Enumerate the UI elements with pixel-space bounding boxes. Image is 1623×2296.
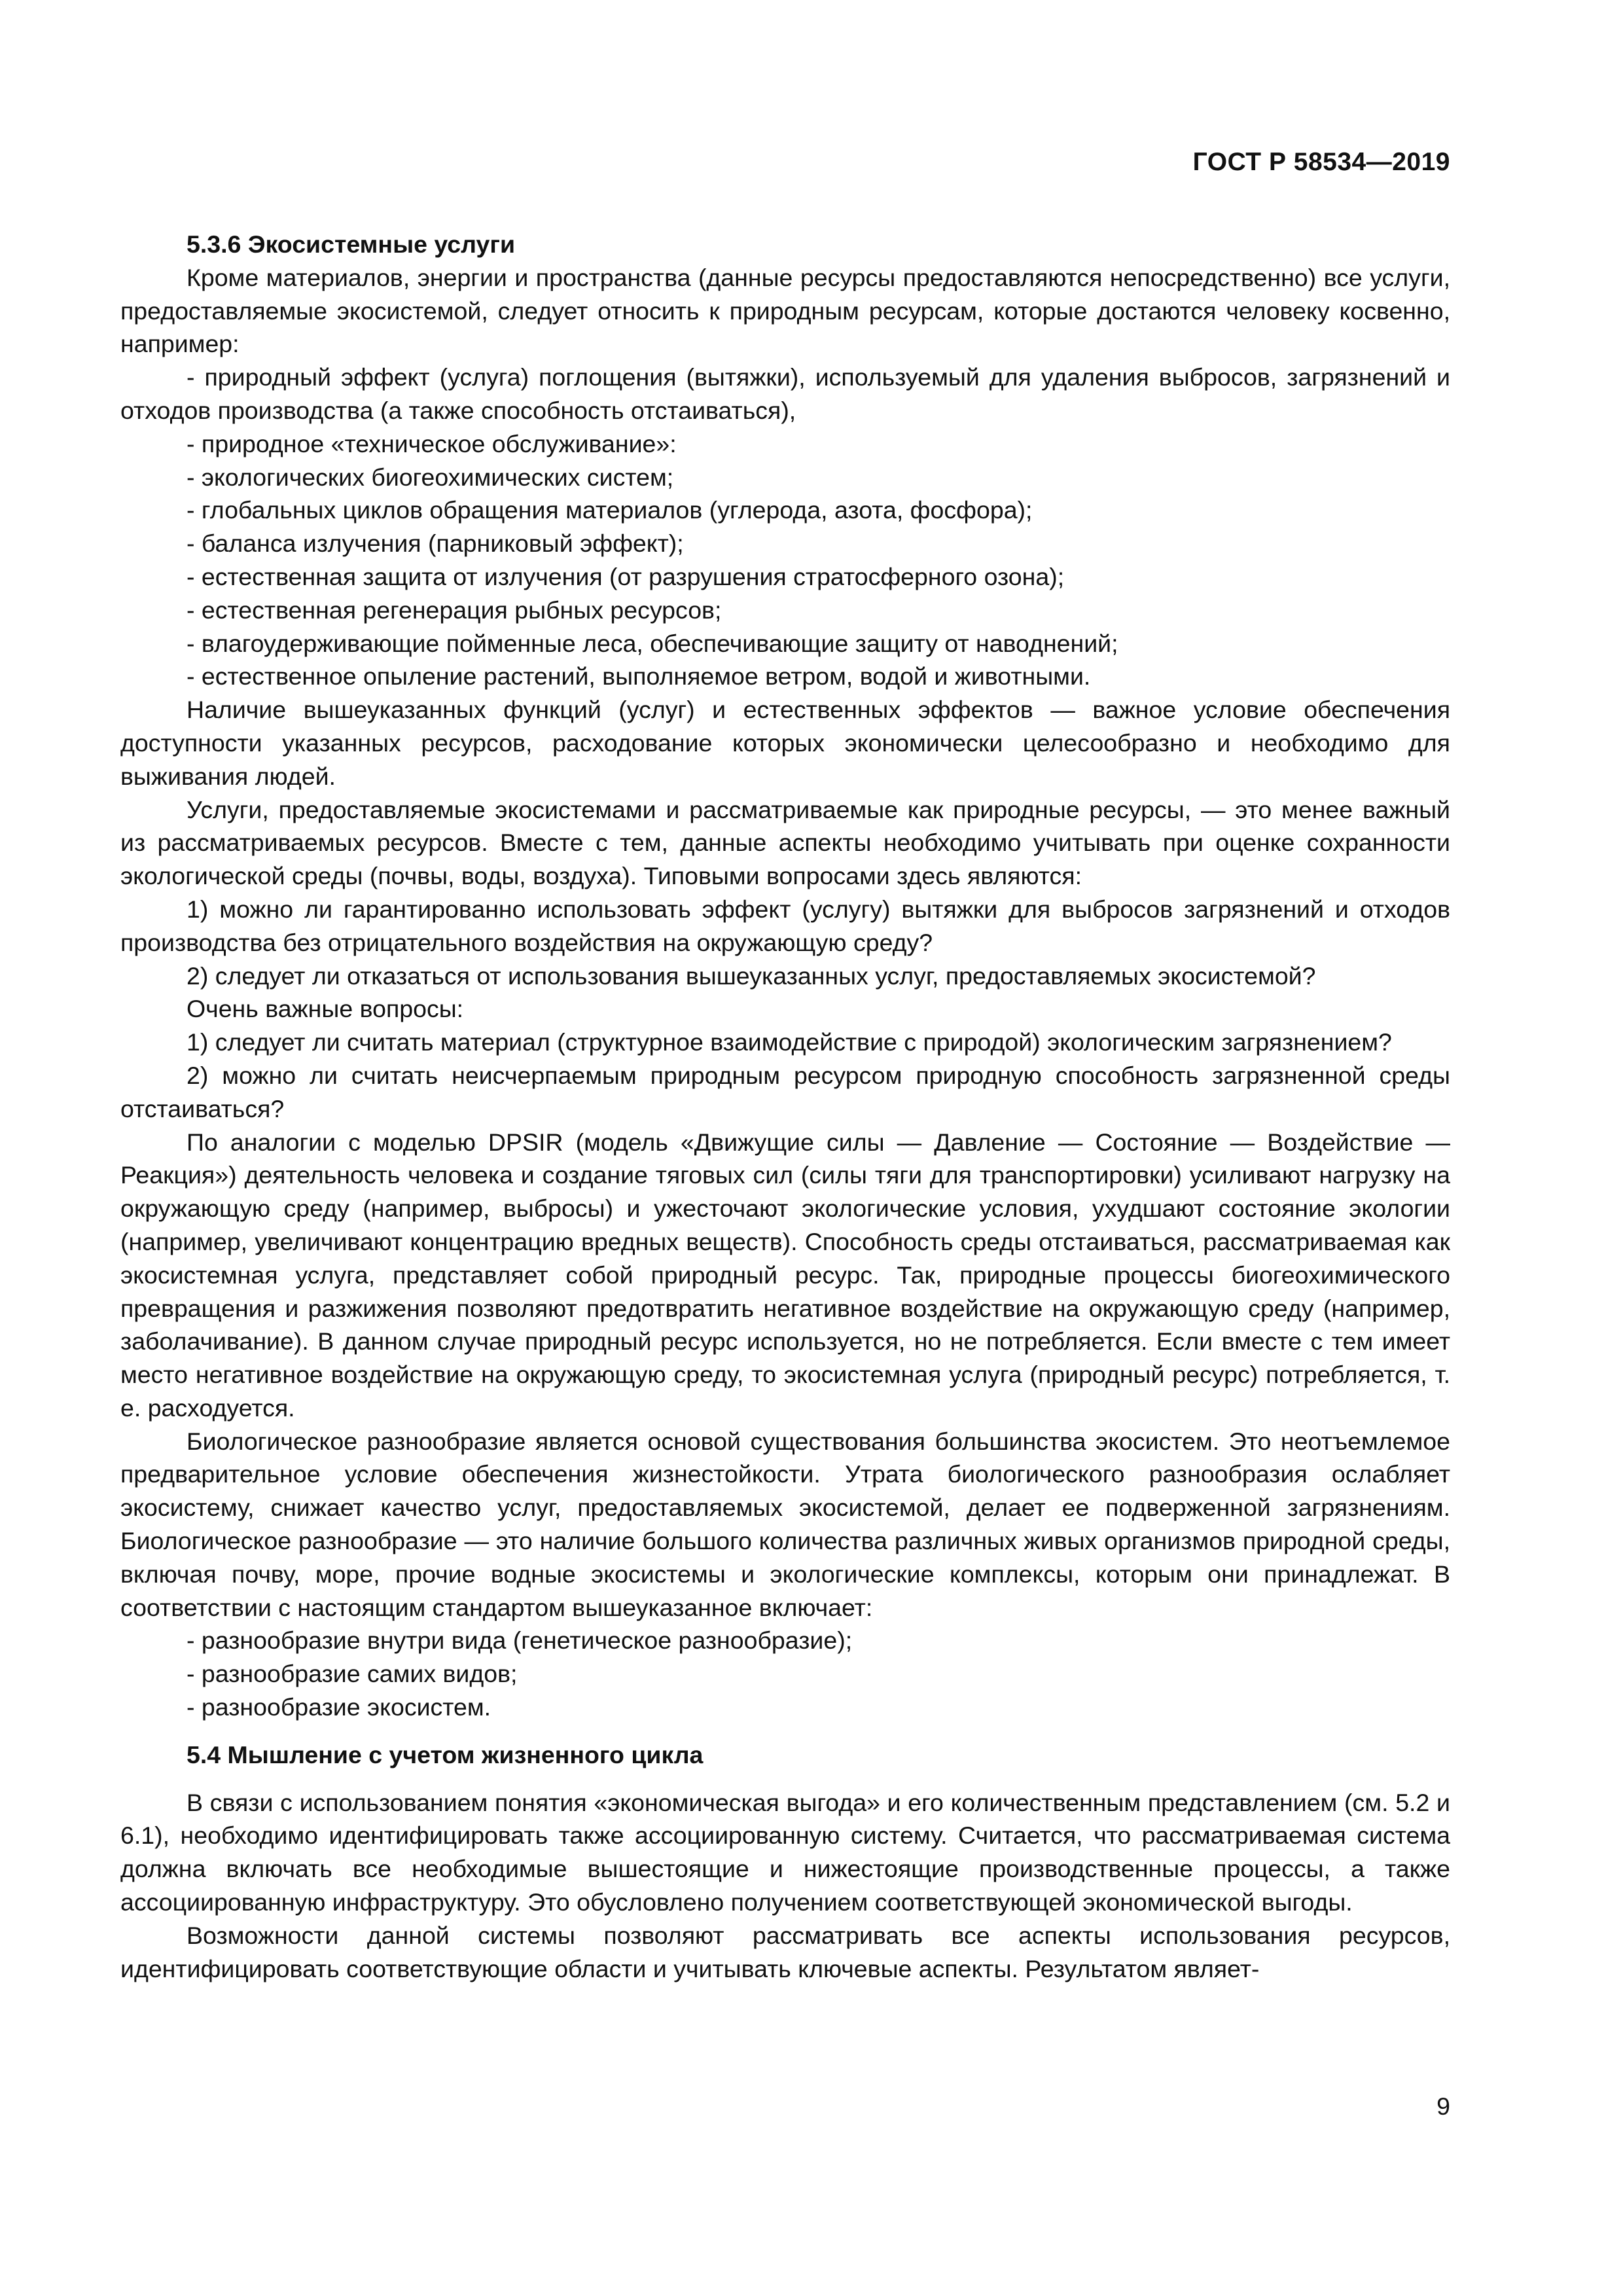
important-question-1: 1) следует ли считать материал (структурное взаимодействие с природой) экологическим загрязнением?: [187, 1028, 1392, 1056]
section-heading-5-4: 5.4 Мышление с учетом жизненного цикла: [187, 1740, 704, 1768]
paragraph-lifecycle-2: Возможности данной системы позволяют рассматривать все аспекты использования ресурсов, идентифицировать соответствующие области и учитывать ключевые аспекты. Результатом являет-: [120, 1921, 1450, 1982]
list-item: - влагоудерживающие пойменные леса, обеспечивающие защиту от наводнений;: [120, 627, 1450, 660]
section-heading-5-3-6: 5.3.6 Экосистемные услуги: [187, 230, 516, 258]
question-1: 1) можно ли гарантированно использовать эффект (услугу) вытяжки для выбросов загрязнений и отходов производства без отрицательного воздействия на окружающую среду?: [120, 895, 1450, 956]
paragraph-lifecycle-1: В связи с использованием понятия «экономическая выгода» и его количественным представлением (см. 5.2 и 6.1), необходимо идентифицировать также ассоциированную систему. Считается, что рассматриваемая система должна включать все необходимые вышестоящие и нижестоящие производственные процессы, а также ассоциированную инфраструктуру. Это обусловлено получением соответствующей экономической выгоды.: [120, 1788, 1450, 1916]
paragraph-dpsir: По аналогии с моделью DPSIR (модель «Движущие силы — Давление — Состояние — Воздействие — Реакция») деятельность человека и создание тяговых сил (силы тяги для транспортировки) усиливают нагрузку на окружающую среду (например, выбросы) и ужесточают экологические условия, ухудшают состояние экологии (например, увеличивают концентрацию вредных веществ). Способность среды отстаиваться, рассматриваемая как экосистемная услуга, представляет собой природный ресурс. Так, природные процессы биогеохимического превращения и разжижения позволяют предотвратить негативное воздействие на окружающую среду (например, заболачивание). В данном случае природный ресурс используется, но не потребляется. Если вместе с тем имеет место негативное воздействие на окружающую среду, то экосистемная услуга (природный ресурс) потребляется, т. е. расходуется.: [120, 1128, 1450, 1422]
document-body: [120, 228, 1450, 1985]
list-item: - природное «техническое обслуживание»:: [120, 427, 1450, 461]
document-code-header: ГОСТ Р 58534—2019: [1192, 148, 1450, 176]
ecosystem-services-list: [120, 361, 1450, 693]
list-item: - баланса излучения (парниковый эффект);: [120, 527, 1450, 560]
important-question-2: 2) можно ли считать неисчерпаемым природным ресурсом природную способность загрязненной среды отстаиваться?: [120, 1061, 1450, 1122]
paragraph-intro: Кроме материалов, энергии и пространства (данные ресурсы предоставляются непосредственно) все услуги, предоставляемые экосистемой, следует относить к природным ресурсам, которые достаются человеку косвенно, например:: [120, 263, 1450, 358]
paragraph-services: Услуги, предоставляемые экосистемами и рассматриваемые как природные ресурсы, — это менее важный из рассматриваемых ресурсов. Вместе с тем, данные аспекты необходимо учитывать при оценке сохранности экологической среды (почвы, воды, воздуха). Типовыми вопросами здесь являются:: [120, 795, 1450, 890]
biodiversity-list: [120, 1624, 1450, 1723]
question-2: 2) следует ли отказаться от использования вышеуказанных услуг, предоставляемых экосистемой?: [187, 961, 1316, 990]
list-item: - разнообразие экосистем.: [120, 1691, 1450, 1724]
important-questions-label: Очень важные вопросы:: [187, 995, 464, 1023]
list-item: - естественная регенерация рыбных ресурсов;: [120, 594, 1450, 627]
list-item: - глобальных циклов обращения материалов (углерода, азота, фосфора);: [120, 493, 1450, 527]
list-item: - экологических биогеохимических систем;: [120, 461, 1450, 494]
page-number: 9: [1436, 2092, 1450, 2120]
paragraph-biodiversity: Биологическое разнообразие является основой существования большинства экосистем. Это неотъемлемое предварительное условие обеспечения жизнестойкости. Утрата биологического разнообразия ослабляет экосистему, снижает качество услуг, предоставляемых экосистемой, делает ее подверженной загрязнениям. Биологическое разнообразие — это наличие большого количества различных живых организмов природной среды, включая почву, море, прочие водные экосистемы и экологические комплексы, которым они принадлежат. В соответствии с настоящим стандартом вышеуказанное включает:: [120, 1427, 1450, 1621]
list-item: - естественное опыление растений, выполняемое ветром, водой и животными.: [120, 660, 1450, 693]
paragraph-functions: Наличие вышеуказанных функций (услуг) и естественных эффектов — важное условие обеспечения доступности указанных ресурсов, расходование которых экономически целесообразно и необходимо для выживания людей.: [120, 696, 1450, 790]
list-item: - разнообразие внутри вида (генетическое разнообразие);: [120, 1624, 1450, 1657]
list-item: - разнообразие самих видов;: [120, 1657, 1450, 1691]
list-item: - природный эффект (услуга) поглощения (вытяжки), используемый для удаления выбросов, загрязнений и отходов производства (а также способность отстаиваться),: [120, 361, 1450, 427]
list-item: - естественная защита от излучения (от разрушения стратосферного озона);: [120, 560, 1450, 594]
